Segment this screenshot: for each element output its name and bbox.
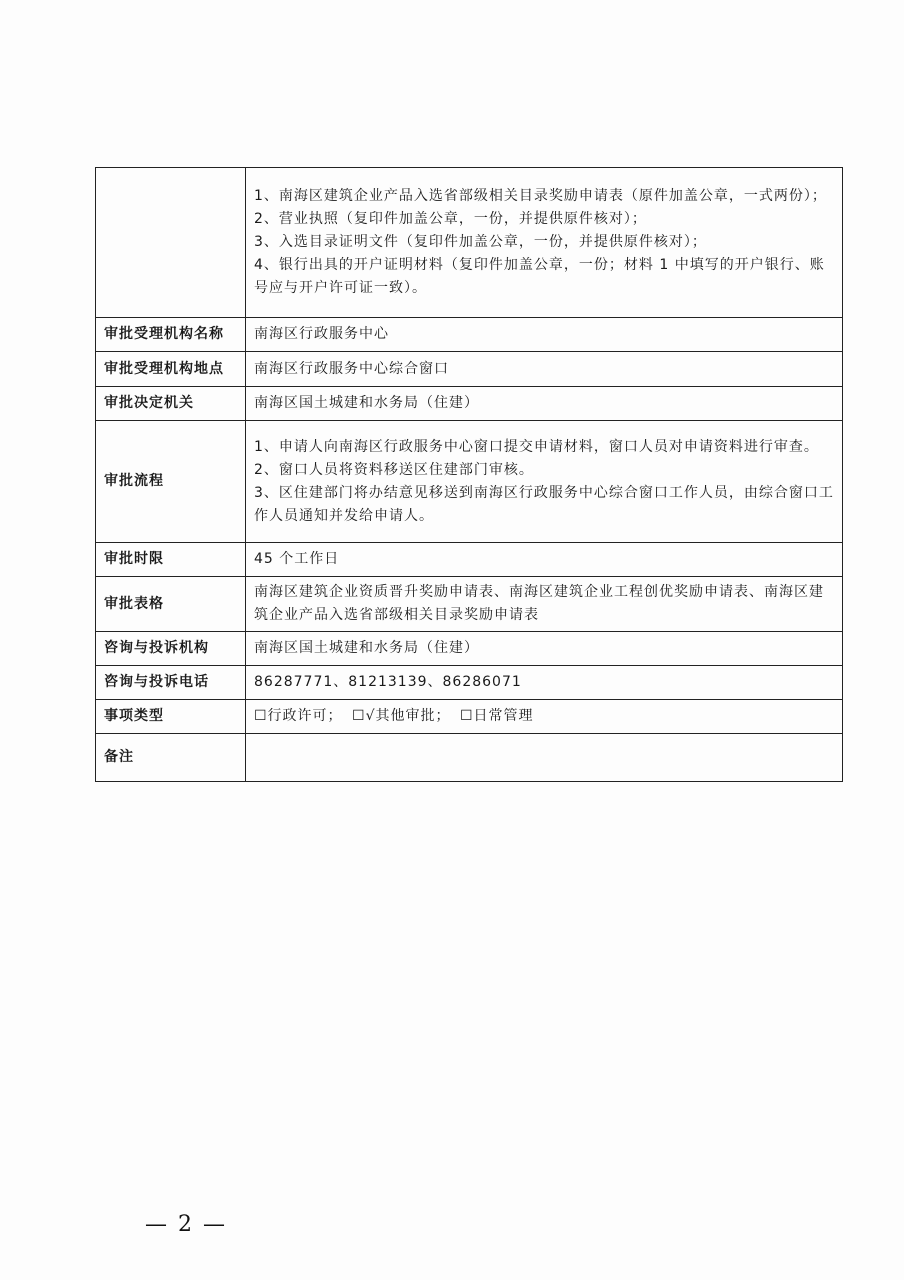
forms-label: 审批表格 xyxy=(96,577,246,632)
time-limit-value: 45 个工作日 xyxy=(246,543,843,577)
time-limit-row xyxy=(96,543,843,577)
consult-phone-row xyxy=(96,666,843,700)
item-type-options xyxy=(246,700,843,734)
materials-label xyxy=(96,168,246,318)
item-type-row xyxy=(96,700,843,734)
material-item: 2、营业执照（复印件加盖公章，一份，并提供原件核对）； xyxy=(254,211,647,227)
agency-name-row xyxy=(96,318,843,352)
materials-value xyxy=(246,168,843,318)
process-step: 2、窗口人员将资料移送区住建部门审核。 xyxy=(254,461,534,478)
option-administrative-license: ☐行政许可； xyxy=(254,708,343,724)
remarks-label: 备注 xyxy=(96,734,246,782)
agency-name-label: 审批受理机构名称 xyxy=(96,318,246,352)
agency-name-value: 南海区行政服务中心 xyxy=(246,318,843,352)
page-number: — 2 — xyxy=(145,1212,227,1237)
consult-phone-label: 咨询与投诉电话 xyxy=(96,666,246,700)
approval-info-table xyxy=(95,167,843,782)
process-step: 3、区住建部门将办结意见移送到南海区行政服务中心综合窗口工作人员，由综合窗口工作人员通知并发给申请人。 xyxy=(254,484,834,524)
material-item: 1、南海区建筑企业产品入选省部级相关目录奖励申请表（原件加盖公章，一式两份）； xyxy=(254,188,827,204)
process-label: 审批流程 xyxy=(96,421,246,543)
consult-body-row xyxy=(96,632,843,666)
agency-location-label: 审批受理机构地点 xyxy=(96,352,246,387)
forms-row xyxy=(96,577,843,632)
time-limit-label: 审批时限 xyxy=(96,543,246,577)
option-daily-management: ☐日常管理 xyxy=(459,708,534,724)
decision-body-row xyxy=(96,387,843,421)
consult-phone-value: 86287771、81213139、86286071 xyxy=(246,666,843,700)
process-value xyxy=(246,421,843,543)
remarks-row xyxy=(96,734,843,782)
material-item: 4、银行出具的开户证明材料（复印件加盖公章，一份；材料 1 中填写的开户银行、账号应与开户许可证一致）。 xyxy=(254,257,825,296)
process-step: 1、申请人向南海区行政服务中心窗口提交申请材料，窗口人员对申请资料进行审查。 xyxy=(254,438,819,455)
materials-row xyxy=(96,168,843,318)
forms-value: 南海区建筑企业资质晋升奖励申请表、南海区建筑企业工程创优奖励申请表、南海区建筑企业产品入选省部级相关目录奖励申请表 xyxy=(246,577,843,632)
option-other-approval: ☐√其他审批； xyxy=(352,708,451,724)
agency-location-row xyxy=(96,352,843,387)
consult-body-value: 南海区国土城建和水务局（住建） xyxy=(246,632,843,666)
process-row xyxy=(96,421,843,543)
decision-body-value: 南海区国土城建和水务局（住建） xyxy=(246,387,843,421)
agency-location-value: 南海区行政服务中心综合窗口 xyxy=(246,352,843,387)
decision-body-label: 审批决定机关 xyxy=(96,387,246,421)
item-type-label: 事项类型 xyxy=(96,700,246,734)
consult-body-label: 咨询与投诉机构 xyxy=(96,632,246,666)
material-item: 3、入选目录证明文件（复印件加盖公章，一份，并提供原件核对）； xyxy=(254,234,707,250)
remarks-value xyxy=(246,734,843,782)
